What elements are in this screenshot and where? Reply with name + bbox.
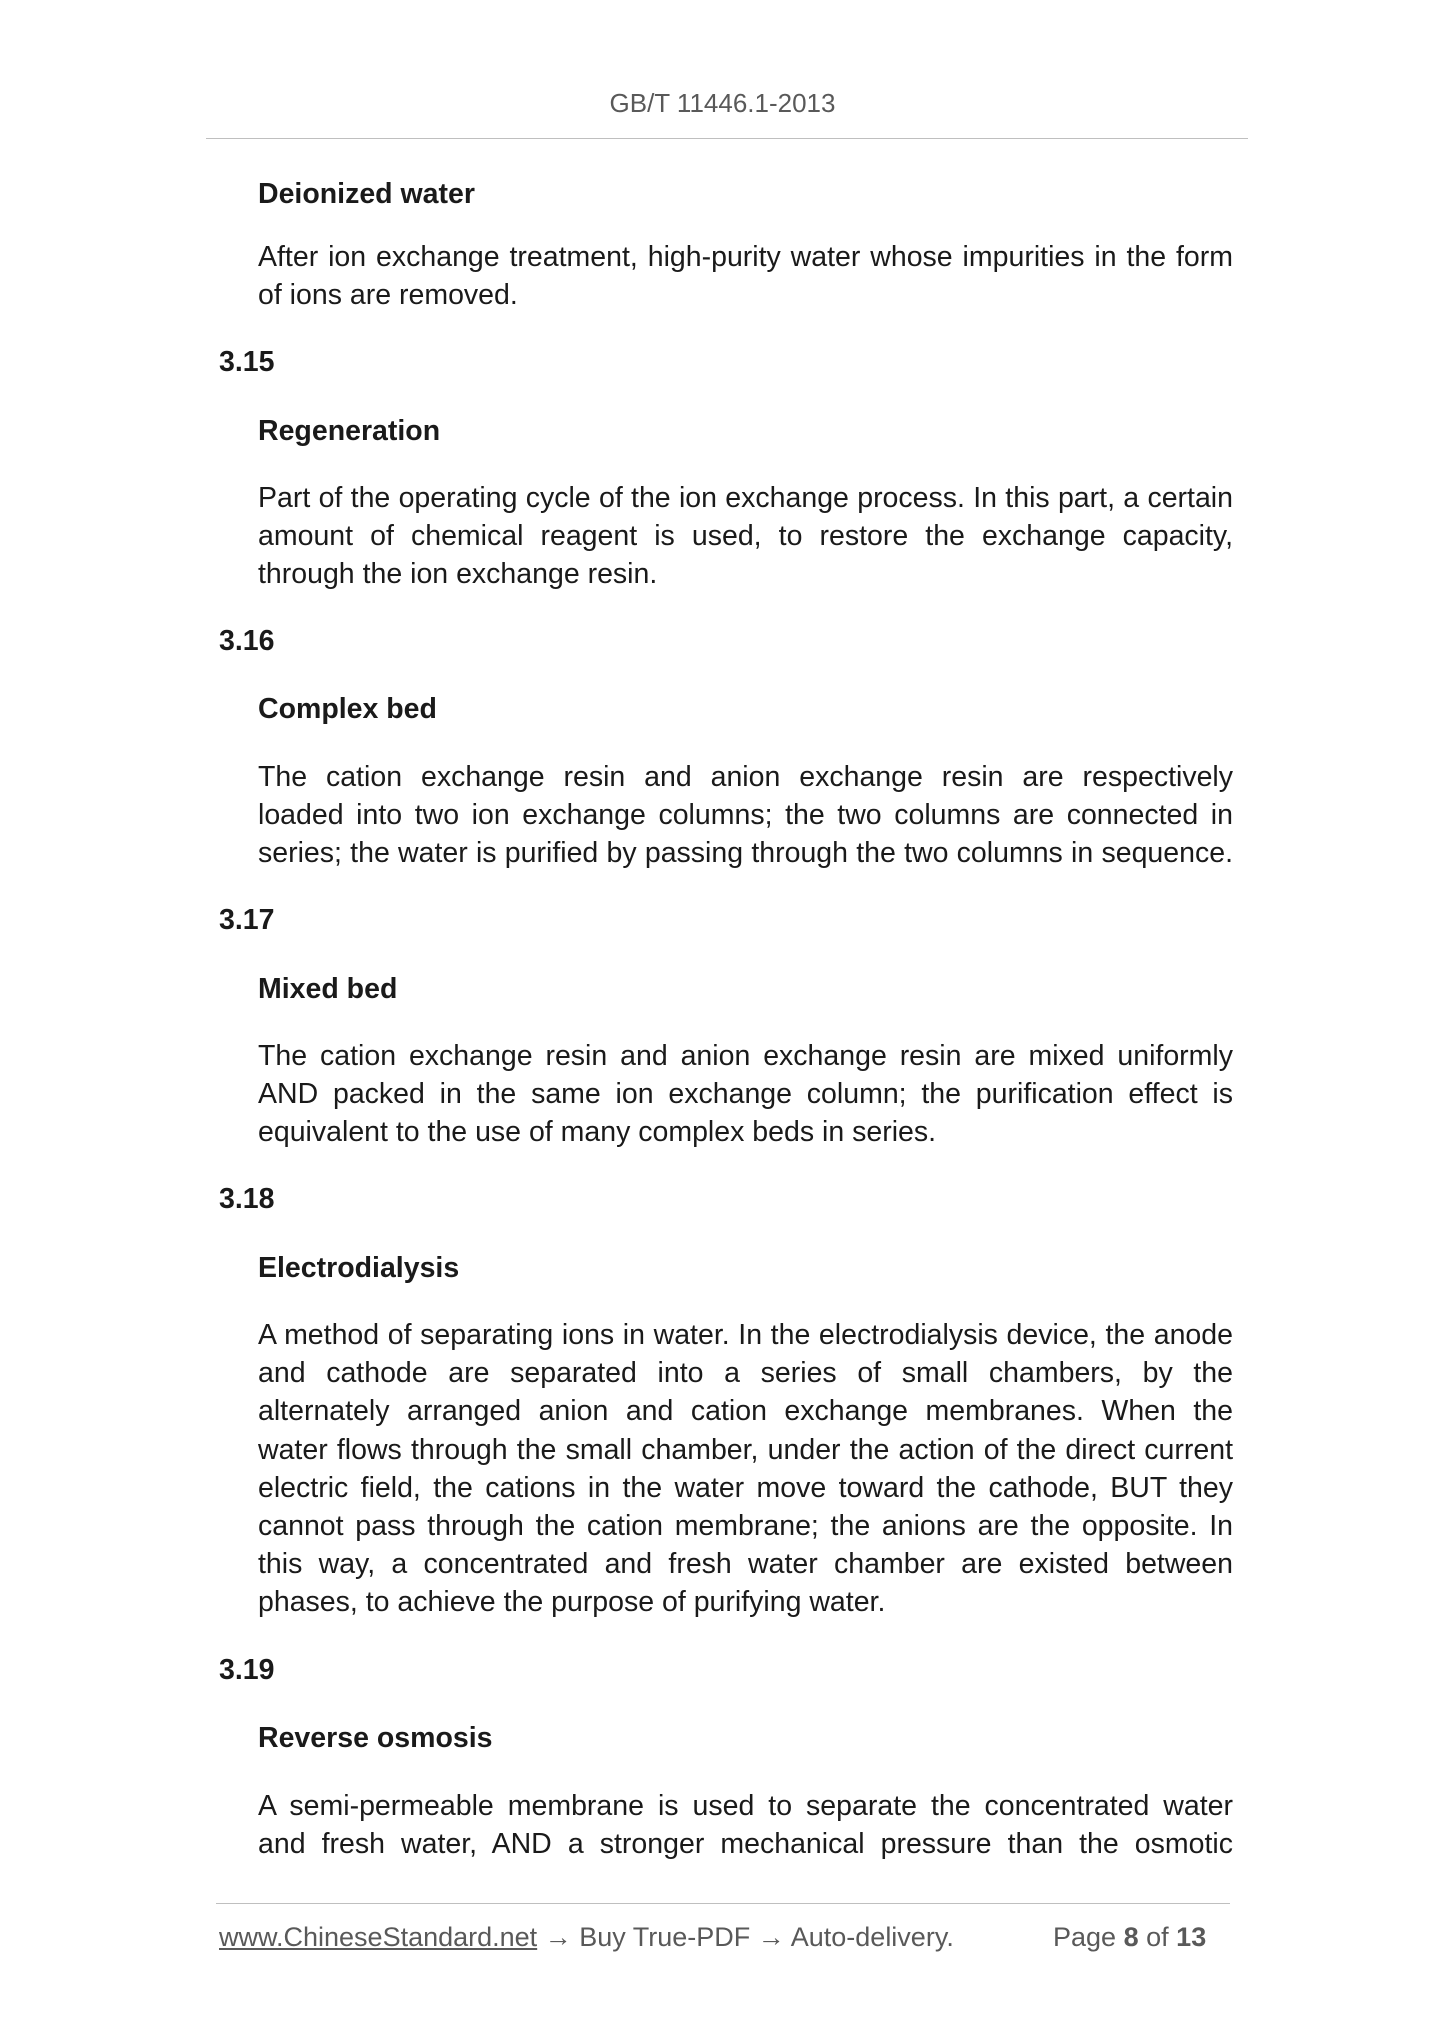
- clause-number: 3.18: [219, 1183, 275, 1215]
- definition-line: series; the water is purified by passing through the two columns in sequence.: [258, 837, 1233, 870]
- definition-line: phases, to achieve the purpose of purifying water.: [258, 1586, 886, 1619]
- footer-tagline: → Buy True-PDF → Auto-delivery.: [537, 1922, 954, 1952]
- definition-line: Part of the operating cycle of the ion exchange process. In this part, a certain: [258, 482, 1233, 514]
- page-current: 8: [1123, 1922, 1139, 1952]
- term-definition: [258, 1787, 1233, 1863]
- term-title: Deionized water: [258, 178, 475, 210]
- definition-line: alternately arranged anion and cation exchange membranes. When the: [258, 1395, 1233, 1428]
- term-definition: [258, 479, 1233, 594]
- clause-number: 3.15: [219, 346, 275, 378]
- definition-line: A method of separating ions in water. In the electrodialysis device, the anode: [258, 1319, 1233, 1351]
- term-title: Reverse osmosis: [258, 1722, 493, 1754]
- definition-line: this way, a concentrated and fresh water chamber are existed between: [258, 1548, 1233, 1581]
- definition-line: through the ion exchange resin.: [258, 558, 658, 591]
- definition-line: and fresh water, AND a stronger mechanical pressure than the osmotic: [258, 1828, 1233, 1861]
- definition-line: AND packed in the same ion exchange column; the purification effect is: [258, 1078, 1233, 1111]
- definition-line: loaded into two ion exchange columns; the two columns are connected in: [258, 799, 1233, 832]
- term-title: Mixed bed: [258, 973, 398, 1005]
- page-label: Page: [1053, 1922, 1117, 1952]
- page-indicator: [1053, 1922, 1206, 1953]
- definition-line: of ions are removed.: [258, 279, 518, 312]
- definition-line: equivalent to the use of many complex beds in series.: [258, 1116, 937, 1149]
- page-header: [0, 88, 1445, 119]
- definition-line: and cathode are separated into a series of small chambers, by the: [258, 1357, 1233, 1390]
- term-definition: [258, 758, 1233, 873]
- term-definition: [258, 238, 1233, 314]
- document-id: GB/T 11446.1-2013: [609, 88, 836, 118]
- term-definition: [258, 1037, 1233, 1152]
- page-total: 13: [1176, 1922, 1207, 1952]
- term-title: Complex bed: [258, 693, 437, 725]
- definition-line: electric field, the cations in the water move toward the cathode, BUT they: [258, 1471, 1233, 1504]
- definition-line: The cation exchange resin and anion exchange resin are respectively: [258, 761, 1233, 793]
- definition-line: A semi-permeable membrane is used to separate the concentrated water: [258, 1790, 1233, 1822]
- definition-line: amount of chemical reagent is used, to restore the exchange capacity,: [258, 520, 1233, 553]
- definition-line: water flows through the small chamber, under the action of the direct current: [258, 1433, 1233, 1466]
- term-definition: [258, 1316, 1233, 1622]
- page-of-label: of: [1146, 1922, 1169, 1952]
- definition-line: The cation exchange resin and anion exchange resin are mixed uniformly: [258, 1040, 1233, 1072]
- term-title: Regeneration: [258, 415, 441, 447]
- site-link[interactable]: www.ChineseStandard.net: [219, 1922, 538, 1952]
- footer-divider: [216, 1903, 1230, 1904]
- clause-number: 3.19: [219, 1654, 275, 1686]
- clause-number: 3.17: [219, 904, 275, 936]
- definition-line: After ion exchange treatment, high-purity water whose impurities in the form: [258, 241, 1233, 273]
- definition-line: cannot pass through the cation membrane; the anions are the opposite. In: [258, 1510, 1233, 1543]
- clause-number: 3.16: [219, 625, 275, 657]
- header-divider: [206, 138, 1248, 139]
- term-title: Electrodialysis: [258, 1252, 460, 1284]
- footer-promo: [219, 1922, 954, 1953]
